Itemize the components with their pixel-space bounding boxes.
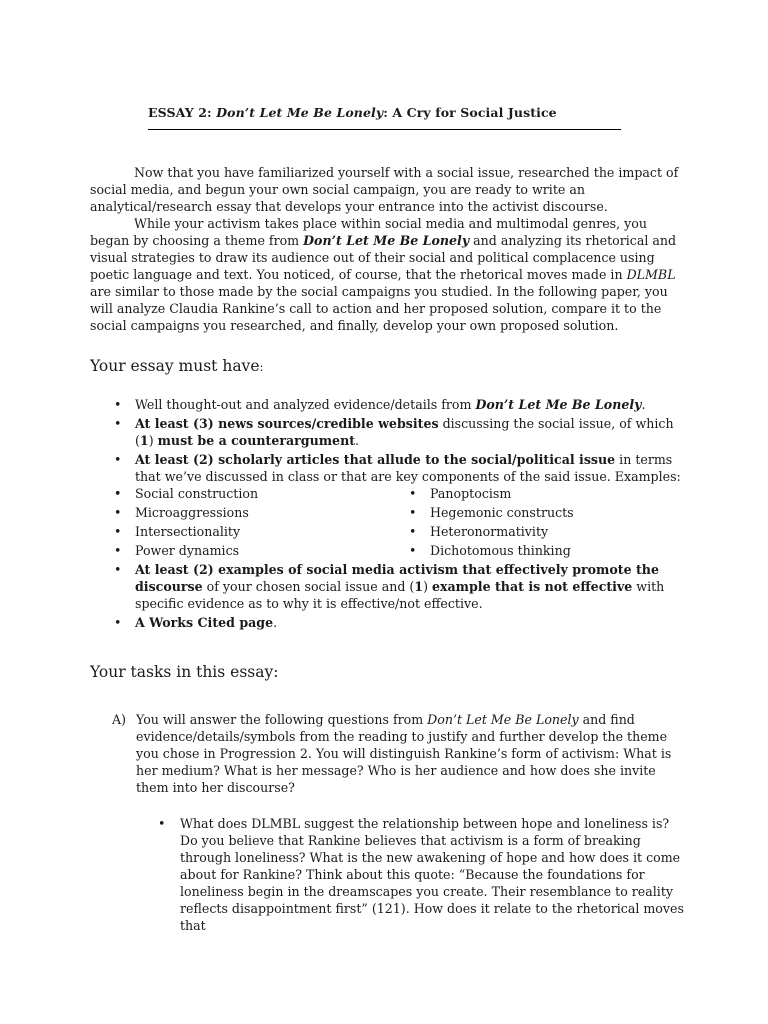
examples-grid (114, 485, 694, 559)
subquestion-text: What does DLMBL suggest the relationship between hope and loneliness is? Do you believe that Rankine believes that activism is a form of breaking through loneliness? What is the new awakening of hope and how does it come about for Rankine? Think about this quote: “Because the foundations for loneliness begin in the dreamscapes you create. Their resemblance to reality reflects disappointment first” (121). How does it relate to the rhetorical moves that (180, 816, 684, 933)
intro-paragraph-2: While your activism takes place within social media and multimodal genres, you began by choosing a theme from Don’t Let Me Be Lonely and analyzing its rhetorical and visual strategies to draw its audience out of their social and political complacence using poetic language and text. You noticed, of course, that the rhetorical moves made in DLMBL are similar to those made by the social campaigns you studied. In the following paper, you will analyze Claudia Rankine’s call to action and her proposed solution, compare it to the social campaigns you researched, and finally, develop your own proposed solution. (90, 216, 677, 333)
list-item: • A Works Cited page. (114, 614, 694, 631)
list-item: • Well thought-out and analyzed evidence/details from Don’t Let Me Be Lonely. (114, 396, 694, 413)
list-item: • At least (2) examples of social media activism that effectively promote the discourse of your chosen social issue and (1) example that is not effective with specific evidence as to why it is effective/not effective. (114, 561, 694, 612)
requirements-list (114, 396, 694, 633)
list-item: • At least (2) scholarly articles that allude to the social/political issue in terms that we’ve discussed in class or that are key components of the said issue. Examples: (114, 451, 694, 485)
example-item: • Panoptocism (409, 485, 659, 502)
essay-title: ESSAY 2: Don’t Let Me Be Lonely: A Cry for Social Justice (148, 105, 557, 120)
task-a (112, 711, 687, 796)
example-item: • Intersectionality (114, 523, 409, 540)
example-item: • Heteronormativity (409, 523, 659, 540)
intro-paragraph-1: Now that you have familiarized yourself with a social issue, researched the impact of social media, and begun your own social campaign, you are ready to write an analytical/research essay that develops your entrance into the activist discourse. (90, 165, 679, 214)
example-item: • Microaggressions (114, 504, 409, 521)
book-title: Don’t Let Me Be Lonely (216, 105, 384, 120)
title-underline (148, 129, 621, 130)
example-item: • Dichotomous thinking (409, 542, 659, 559)
task-a-subquestion (158, 815, 688, 934)
task-marker: A) (112, 712, 127, 727)
list-item: • At least (3) news sources/credible websites discussing the social issue, of which (1) must be a counterargument. (114, 415, 694, 449)
example-item: • Power dynamics (114, 542, 409, 559)
example-item: • Hegemonic constructs (409, 504, 659, 521)
tasks-heading: Your tasks in this essay: (90, 663, 279, 681)
task-a-text: You will answer the following questions from Don’t Let Me Be Lonely and find evidence/details/symbols from the reading to justify and further develop the theme you chose in Progression 2. You will distinguish Rankine’s form of activism: What is her medium? What is her message? Who is her audience and how does she invite them into her discourse? (136, 712, 672, 795)
bullet: • (158, 816, 166, 831)
example-item: • • Social construction (114, 485, 409, 502)
requirements-heading: Your essay must have: (90, 357, 264, 375)
